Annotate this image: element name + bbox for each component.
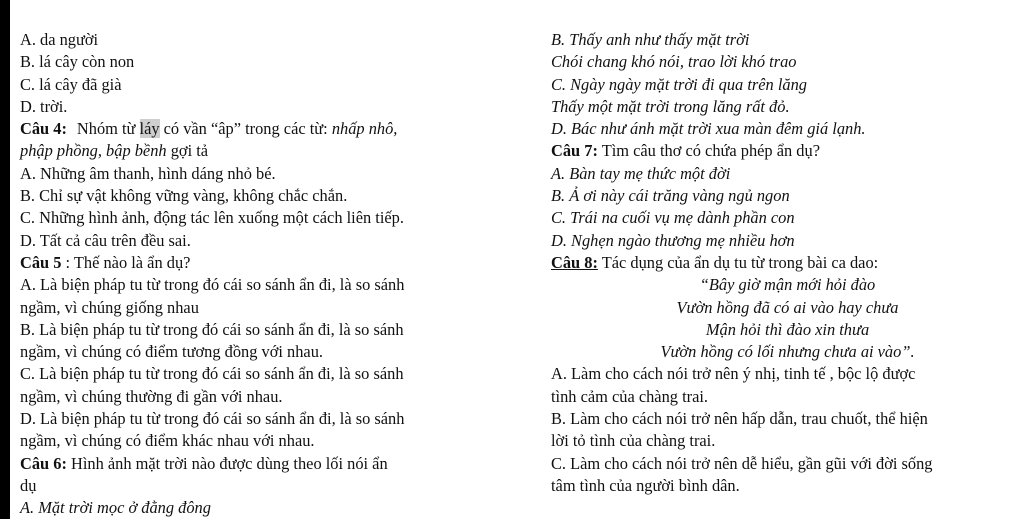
q5-line: D. Là biện pháp tu từ trong đó cái so sánh ẩn đi, là so sánh xyxy=(20,409,405,429)
q4-question-line2 xyxy=(20,140,520,162)
q4-option-a: A. Những âm thanh, hình dáng nhỏ bé. xyxy=(20,163,276,183)
q7-text: Tìm câu thơ có chứa phép ẩn dụ? xyxy=(597,141,820,161)
q4-words-line1: nhấp nhô, xyxy=(331,119,398,139)
q5-question xyxy=(20,252,520,274)
q8-answer-line: tâm tình của người bình dân. xyxy=(551,475,740,495)
q8-answer-line: tình cảm của chàng trai. xyxy=(551,386,709,406)
left-column xyxy=(20,29,520,520)
q8-poem-line: Mận hỏi thì đào xin thưa xyxy=(705,319,870,339)
q7-option-a: A. Bàn tay mẹ thức một đời xyxy=(551,163,731,183)
q6-option-c-line1: C. Ngày ngày mặt trời đi qua trên lăng xyxy=(551,74,807,94)
q8-text: Tác dụng của ẩn dụ tu từ trong bài ca dao: xyxy=(597,252,879,272)
q4-tail: gợi tả xyxy=(166,141,209,161)
q7-option-d: D. Nghẹn ngào thương mẹ nhiều hơn xyxy=(551,230,795,250)
q5-line: ngầm, vì chúng giống nhau xyxy=(20,297,199,317)
q4-option-b: B. Chỉ sự vật không vững vàng, không chắc chắn. xyxy=(20,186,348,206)
q8-answer-line: C. Làm cho cách nói trở nên dễ hiểu, gần gũi với đời sống xyxy=(551,453,933,473)
q6-option-b-line1: B. Thấy anh như thấy mặt trời xyxy=(551,30,750,49)
q7-option-c: C. Trái na cuối vụ mẹ dành phần con xyxy=(551,208,795,228)
q6-option-b-line2: Chói chang khó nói, trao lời khó trao xyxy=(551,52,797,72)
q6-option-a: A. Mặt trời mọc ở đằng đông xyxy=(20,498,211,518)
q4-text-before: Nhóm từ xyxy=(76,119,140,139)
q4-option-d: D. Tất cả câu trên đều sai. xyxy=(20,230,191,250)
q5-line: B. Là biện pháp tu từ trong đó cái so sánh ẩn đi, là so sánh xyxy=(20,319,404,339)
left-edge-bar xyxy=(0,0,10,519)
q8-poem-line: Vườn hồng có lối nhưng chưa ai vào”. xyxy=(660,342,915,362)
q7-label: Câu 7: xyxy=(551,141,598,161)
q7-option-b: B. Ả ơi này cái trăng vàng ngủ ngon xyxy=(551,186,790,206)
q4-words-line2: phập phồng, bập bềnh xyxy=(20,141,167,161)
q3-option-b: B. lá cây còn non xyxy=(20,52,135,72)
q6-option-d: D. Bác như ánh mặt trời xua màn đêm giá lạnh. xyxy=(551,119,866,139)
q6-question-cont: dụ xyxy=(20,475,37,495)
q8-poem-line: “Bây giờ mận mới hỏi đào xyxy=(699,275,876,295)
q6-label: Câu 6: xyxy=(20,453,67,473)
q5-line: ngầm, vì chúng có điểm khác nhau với nhau. xyxy=(20,431,315,451)
q4-text-after: có vần “âp” trong các từ: xyxy=(159,119,332,139)
q5-text: : Thế nào là ẩn dụ? xyxy=(61,252,191,272)
q8-question xyxy=(551,252,1024,274)
q8-label: Câu 8: xyxy=(551,252,598,272)
q4-highlight-word: láy xyxy=(139,119,160,139)
q7-question xyxy=(551,140,1024,162)
q6-option-c-line2: Thấy một mặt trời trong lăng rất đỏ. xyxy=(551,96,790,116)
right-column xyxy=(551,29,1024,497)
q5-line: ngầm, vì chúng có điểm tương đồng với nhau. xyxy=(20,342,323,362)
q5-line: C. Là biện pháp tu từ trong đó cái so sánh ẩn đi, là so sánh xyxy=(20,364,404,384)
q3-option-d: D. trời. xyxy=(20,96,68,116)
q5-line: ngầm, vì chúng thường đi gần với nhau. xyxy=(20,386,283,406)
q5-line: A. Là biện pháp tu từ trong đó cái so sánh ẩn đi, là so sánh xyxy=(20,275,405,295)
q8-answer-line: A. Làm cho cách nói trở nên ý nhị, tinh tế , bộc lộ được xyxy=(551,364,916,384)
q3-option-a: A. da người xyxy=(20,30,99,49)
q3-option-c: C. lá cây đã già xyxy=(20,74,122,94)
q4-label: Câu 4: xyxy=(20,119,67,139)
q8-poem-line: Vườn hồng đã có ai vào hay chưa xyxy=(676,297,899,317)
q6-question xyxy=(20,453,520,475)
q6-text: Hình ảnh mặt trời nào được dùng theo lối nói ẩn xyxy=(66,453,388,473)
q4-option-c: C. Những hình ảnh, động tác lên xuống một cách liên tiếp. xyxy=(20,208,404,228)
q5-label: Câu 5 xyxy=(20,252,62,272)
q4-question-line1 xyxy=(20,118,520,140)
q8-answer-line: lời tỏ tình của chàng trai. xyxy=(551,431,716,451)
q8-answer-line: B. Làm cho cách nói trở nên hấp dẫn, trau chuốt, thể hiện xyxy=(551,409,928,429)
